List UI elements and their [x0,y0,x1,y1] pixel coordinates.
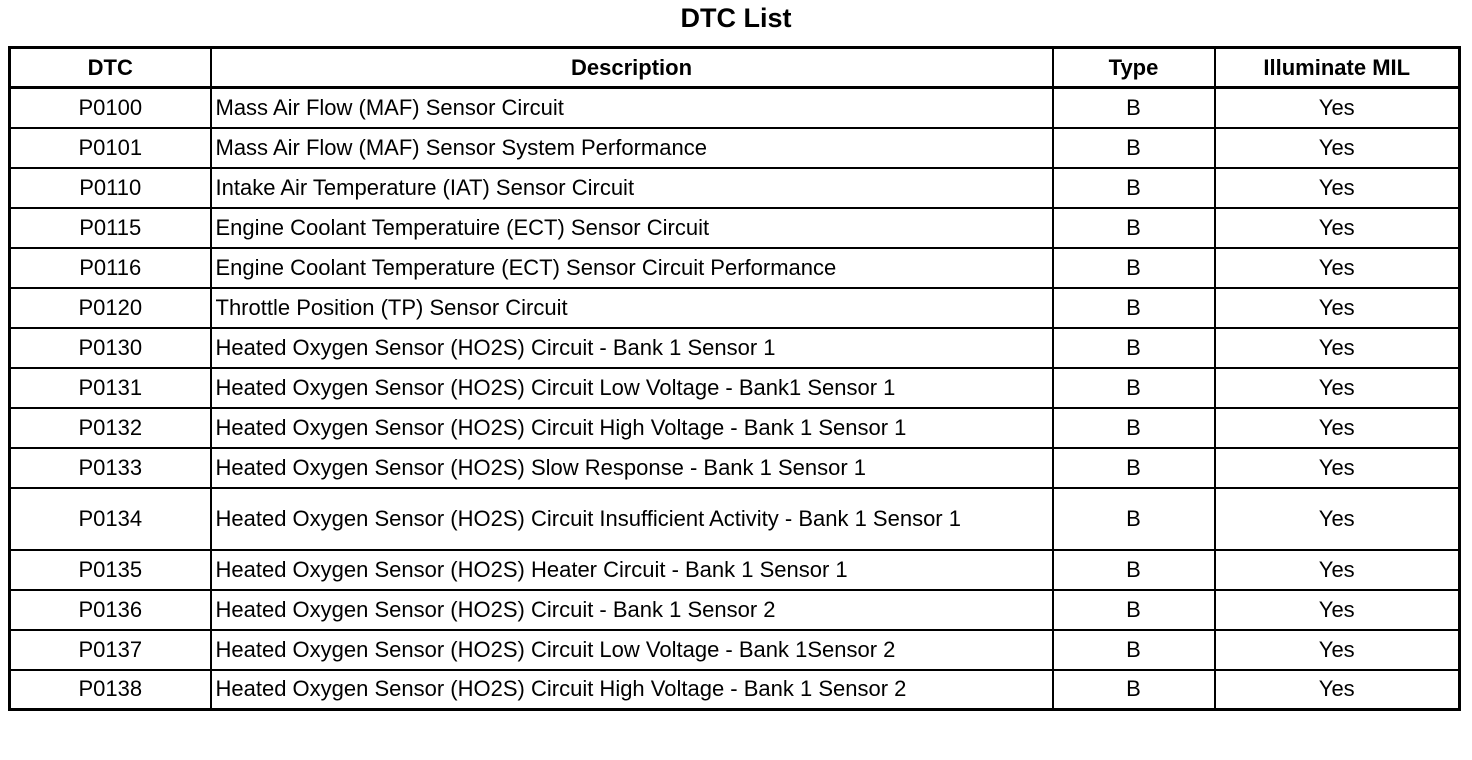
illuminate-mil-cell: Yes [1215,550,1460,590]
description-cell: Mass Air Flow (MAF) Sensor System Performance [211,128,1053,168]
table-row [10,248,1460,288]
dtc-code-cell: P0110 [10,168,211,208]
dtc-code-cell: P0137 [10,630,211,670]
type-cell: B [1053,368,1215,408]
dtc-code-cell: P0115 [10,208,211,248]
description-cell: Heated Oxygen Sensor (HO2S) Circuit Low Voltage - Bank 1Sensor 2 [211,630,1053,670]
illuminate-mil-cell: Yes [1215,448,1460,488]
type-cell: B [1053,168,1215,208]
description-cell: Heated Oxygen Sensor (HO2S) Circuit High Voltage - Bank 1 Sensor 2 [211,670,1053,710]
dtc-code-cell: P0132 [10,408,211,448]
type-cell: B [1053,590,1215,630]
illuminate-mil-cell: Yes [1215,670,1460,710]
type-cell: B [1053,88,1215,128]
description-cell: Intake Air Temperature (IAT) Sensor Circuit [211,168,1053,208]
column-header-type: Type [1053,48,1215,88]
description-cell: Heated Oxygen Sensor (HO2S) Circuit - Bank 1 Sensor 2 [211,590,1053,630]
table-row [10,288,1460,328]
type-cell: B [1053,488,1215,550]
table-header-row [10,48,1460,88]
dtc-code-cell: P0120 [10,288,211,328]
column-header-dtc: DTC [10,48,211,88]
description-cell: Heated Oxygen Sensor (HO2S) Heater Circuit - Bank 1 Sensor 1 [211,550,1053,590]
table-row [10,448,1460,488]
description-cell: Engine Coolant Temperature (ECT) Sensor Circuit Performance [211,248,1053,288]
type-cell: B [1053,248,1215,288]
table-row [10,408,1460,448]
dtc-code-cell: P0116 [10,248,211,288]
dtc-code-cell: P0134 [10,488,211,550]
illuminate-mil-cell: Yes [1215,328,1460,368]
table-row [10,168,1460,208]
illuminate-mil-cell: Yes [1215,128,1460,168]
table-row [10,328,1460,368]
dtc-code-cell: P0136 [10,590,211,630]
table-row [10,550,1460,590]
description-cell: Heated Oxygen Sensor (HO2S) Circuit Insufficient Activity - Bank 1 Sensor 1 [211,488,1053,550]
table-row [10,630,1460,670]
page-title: DTC List [680,3,792,33]
dtc-code-cell: P0101 [10,128,211,168]
type-cell: B [1053,208,1215,248]
illuminate-mil-cell: Yes [1215,590,1460,630]
type-cell: B [1053,448,1215,488]
column-header-description: Description [211,48,1053,88]
dtc-code-cell: P0133 [10,448,211,488]
table-row [10,208,1460,248]
type-cell: B [1053,550,1215,590]
dtc-code-cell: P0130 [10,328,211,368]
illuminate-mil-cell: Yes [1215,288,1460,328]
description-cell: Throttle Position (TP) Sensor Circuit [211,288,1053,328]
type-cell: B [1053,408,1215,448]
description-cell: Heated Oxygen Sensor (HO2S) Circuit High Voltage - Bank 1 Sensor 1 [211,408,1053,448]
illuminate-mil-cell: Yes [1215,248,1460,288]
dtc-code-cell: P0131 [10,368,211,408]
dtc-code-cell: P0100 [10,88,211,128]
description-cell: Engine Coolant Temperatuire (ECT) Sensor Circuit [211,208,1053,248]
column-header-illuminate-mil: Illuminate MIL [1215,48,1460,88]
description-cell: Mass Air Flow (MAF) Sensor Circuit [211,88,1053,128]
type-cell: B [1053,288,1215,328]
illuminate-mil-cell: Yes [1215,368,1460,408]
description-cell: Heated Oxygen Sensor (HO2S) Circuit Low Voltage - Bank1 Sensor 1 [211,368,1053,408]
type-cell: B [1053,670,1215,710]
type-cell: B [1053,328,1215,368]
table-row [10,488,1460,550]
illuminate-mil-cell: Yes [1215,208,1460,248]
illuminate-mil-cell: Yes [1215,88,1460,128]
illuminate-mil-cell: Yes [1215,408,1460,448]
table-row [10,88,1460,128]
type-cell: B [1053,128,1215,168]
dtc-code-cell: P0138 [10,670,211,710]
dtc-table [8,46,1461,711]
description-cell: Heated Oxygen Sensor (HO2S) Circuit - Bank 1 Sensor 1 [211,328,1053,368]
table-row [10,590,1460,630]
table-row [10,128,1460,168]
illuminate-mil-cell: Yes [1215,488,1460,550]
illuminate-mil-cell: Yes [1215,630,1460,670]
illuminate-mil-cell: Yes [1215,168,1460,208]
dtc-code-cell: P0135 [10,550,211,590]
type-cell: B [1053,630,1215,670]
table-row [10,670,1460,710]
table-row [10,368,1460,408]
description-cell: Heated Oxygen Sensor (HO2S) Slow Response - Bank 1 Sensor 1 [211,448,1053,488]
